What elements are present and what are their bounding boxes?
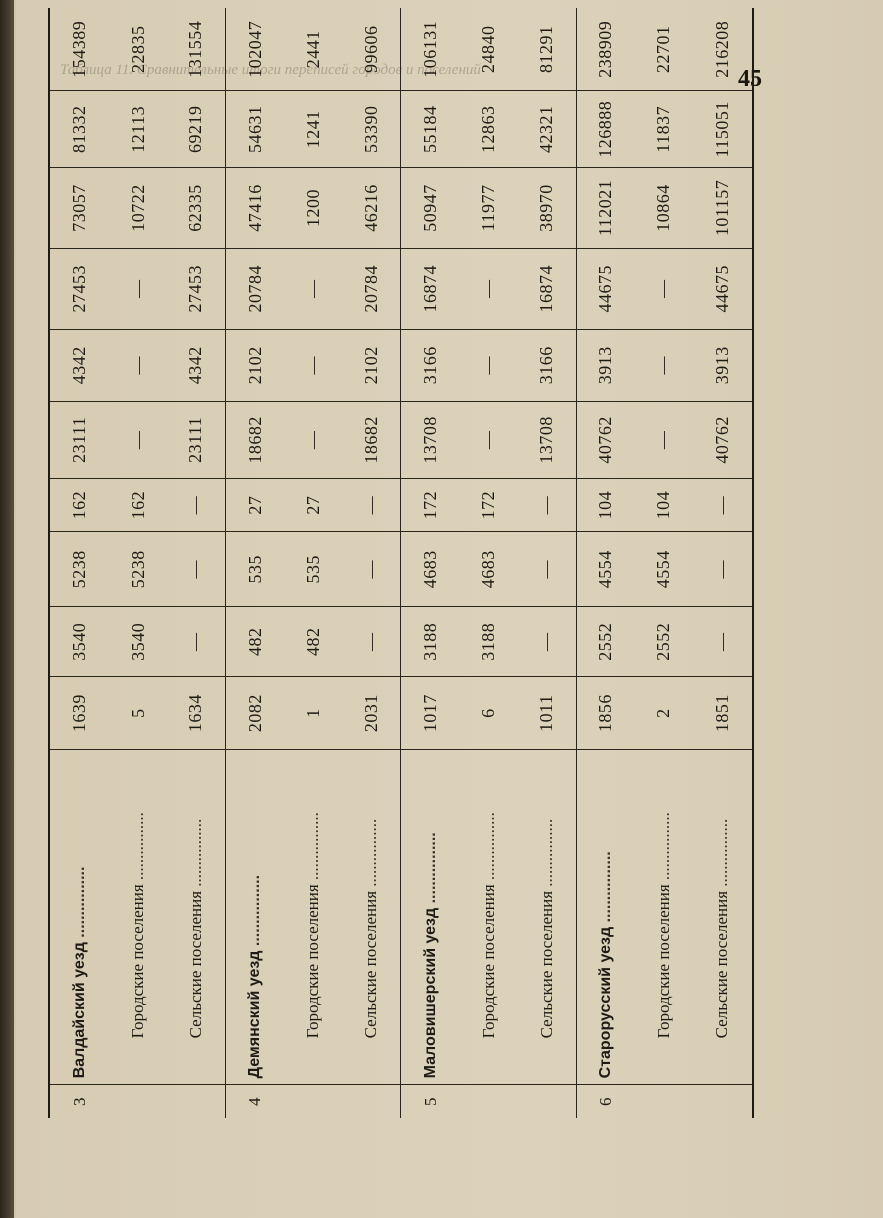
table-cell: 12113	[109, 91, 167, 168]
table-cell: 24840	[478, 25, 499, 73]
row-label-cell	[342, 749, 401, 1084]
table-cell: 99606	[342, 8, 401, 91]
table-cell: 3540	[109, 607, 167, 677]
table-cell: 1851	[693, 677, 753, 749]
row-label: Сельские поселения	[712, 890, 732, 1039]
table-cell: 102047	[244, 20, 265, 78]
leader-dots: ................	[596, 851, 614, 927]
row-number	[460, 1085, 518, 1118]
table-row-district	[49, 8, 109, 1118]
row-label: Демянский уезд	[246, 950, 264, 1079]
leader-dots: ................	[246, 874, 264, 951]
row-number	[342, 1085, 401, 1118]
table-cell: —	[109, 402, 167, 479]
table-body	[49, 8, 753, 1118]
table-cell: 2	[635, 677, 693, 749]
table-cell: 2082	[226, 677, 285, 749]
table-cell: 3188	[460, 607, 518, 677]
row-label: Сельские поселения	[185, 890, 205, 1039]
table-cell: 4683	[460, 532, 518, 607]
leader-dots: ................	[361, 818, 381, 891]
table-cell: —	[517, 607, 576, 677]
row-number	[109, 1085, 167, 1118]
leader-dots: ................	[653, 812, 673, 885]
table-row-settlement	[109, 8, 167, 1118]
row-number	[285, 1085, 343, 1118]
table-cell: 1017	[401, 677, 460, 749]
row-number	[167, 1085, 226, 1118]
table-cell: 27453	[167, 248, 226, 329]
table-cell: 38970	[517, 168, 576, 249]
table-cell: 11837	[635, 91, 693, 168]
table-cell: 3913	[576, 329, 635, 401]
table-cell: 13708	[517, 402, 576, 479]
table-cell: 2552	[635, 607, 693, 677]
table-cell: 11977	[460, 168, 518, 249]
table-cell: 50947	[401, 168, 460, 249]
table-cell: 162	[109, 478, 167, 532]
table-cell: 81332	[49, 91, 109, 168]
row-label: Городские поселения	[653, 884, 673, 1039]
table-cell: 4683	[401, 532, 460, 607]
table-cell: —	[342, 532, 401, 607]
table-cell: —	[167, 607, 226, 677]
table-cell: 2102	[226, 329, 285, 401]
row-label-cell	[460, 749, 518, 1084]
row-number	[635, 1085, 693, 1118]
table-cell: 2552	[576, 607, 635, 677]
table-cell: 40762	[693, 402, 753, 479]
table-cell: 4342	[167, 329, 226, 401]
table-cell: 1639	[49, 677, 109, 749]
table-row-district	[576, 8, 635, 1118]
table-cell: —	[460, 329, 518, 401]
table-cell: —	[342, 478, 401, 532]
table-cell: 73057	[49, 168, 109, 249]
table-cell: 106131	[420, 20, 441, 78]
row-label: Старорусский уезд	[596, 926, 614, 1079]
row-label-cell	[49, 749, 109, 1084]
leader-dots: ................	[478, 812, 498, 885]
table-cell: —	[460, 248, 518, 329]
row-label: Городские поселения	[128, 884, 147, 1039]
table-cell: 216208	[693, 8, 753, 91]
table-cell: 23111	[49, 402, 109, 479]
row-label: Маловишерский уезд	[421, 907, 439, 1079]
table-cell: 1634	[167, 677, 226, 749]
table-cell: 535	[226, 532, 285, 607]
table-cell: —	[517, 478, 576, 532]
leader-dots: ................	[536, 818, 556, 891]
table-cell: 3166	[401, 329, 460, 401]
table-cell: —	[460, 402, 518, 479]
row-label-cell	[285, 749, 343, 1084]
table-cell: —	[285, 248, 343, 329]
table-cell: 40762	[576, 402, 635, 479]
table-cell: 104	[576, 478, 635, 532]
table-cell: 1856	[576, 677, 635, 749]
table-row-settlement	[693, 8, 753, 1118]
table-cell: 12863	[460, 91, 518, 168]
leader-dots: ................	[421, 832, 439, 908]
page-number: 45	[738, 66, 762, 92]
table-cell: —	[693, 478, 753, 532]
table-cell: 81291	[517, 8, 576, 91]
table-cell: 6	[460, 677, 518, 749]
table-cell: 13708	[401, 402, 460, 479]
row-label-cell	[517, 749, 576, 1084]
leader-dots: ................	[70, 866, 88, 943]
table-row-settlement	[285, 8, 343, 1118]
table-cell: —	[635, 248, 693, 329]
table-cell: 4554	[635, 532, 693, 607]
table-cell: 482	[226, 607, 285, 677]
rotated-statistics-table-wrapper	[48, 8, 754, 1118]
table-cell: 46216	[342, 168, 401, 249]
row-label-cell	[167, 749, 226, 1084]
row-label-cell	[401, 749, 460, 1084]
row-number: 6	[576, 1085, 635, 1118]
table-cell: 27	[285, 478, 343, 532]
row-number: 4	[226, 1085, 285, 1118]
table-cell: 44675	[693, 248, 753, 329]
table-cell: 172	[460, 478, 518, 532]
table-cell: —	[693, 607, 753, 677]
table-cell: 23111	[167, 402, 226, 479]
table-cell: —	[109, 329, 167, 401]
row-label-cell	[226, 749, 285, 1084]
table-row-district	[401, 8, 460, 1118]
table-cell: 3166	[517, 329, 576, 401]
book-spine-shadow	[0, 0, 14, 1218]
table-cell: —	[635, 329, 693, 401]
table-cell: 101157	[693, 168, 753, 249]
leader-dots: ................	[303, 812, 323, 885]
table-cell: 238909	[595, 20, 616, 78]
table-cell: 47416	[226, 168, 285, 249]
table-cell: 62335	[167, 168, 226, 249]
row-number: 3	[49, 1085, 109, 1118]
table-cell: 131554	[167, 8, 226, 91]
table-cell: —	[342, 607, 401, 677]
table-cell: 1011	[517, 677, 576, 749]
table-row-settlement	[517, 8, 576, 1118]
table-cell: —	[517, 532, 576, 607]
table-cell: 10864	[635, 168, 693, 249]
row-label: Валдайский уезд	[70, 942, 88, 1079]
row-label-cell	[635, 749, 693, 1084]
table-cell: 154389	[49, 8, 109, 91]
row-number: 5	[401, 1085, 460, 1118]
table-cell: 22701	[653, 25, 674, 73]
table-cell: —	[693, 532, 753, 607]
table-cell: 44675	[576, 248, 635, 329]
table-row-settlement	[167, 8, 226, 1118]
table-cell: 22835	[127, 25, 148, 73]
table-cell: 55184	[401, 91, 460, 168]
row-label-cell	[693, 749, 753, 1084]
row-label: Городские поселения	[303, 884, 323, 1039]
table-cell: 2441	[302, 30, 323, 69]
table-cell: 112021	[576, 168, 635, 249]
table-cell: 3540	[49, 607, 109, 677]
table-cell: 18682	[226, 402, 285, 479]
table-cell: 18682	[342, 402, 401, 479]
row-number	[693, 1085, 753, 1118]
table-row-settlement	[460, 8, 518, 1118]
table-cell: 162	[49, 478, 109, 532]
table-cell: —	[109, 248, 167, 329]
table-cell: 2102	[342, 329, 401, 401]
table-cell: 5238	[49, 532, 109, 607]
table-cell: 27	[226, 478, 285, 532]
table-cell: 4342	[49, 329, 109, 401]
row-label-cell	[109, 749, 167, 1084]
table-cell: —	[285, 402, 343, 479]
table-cell: 42321	[517, 91, 576, 168]
table-cell: 1200	[285, 168, 343, 249]
leader-dots: ................	[128, 812, 147, 885]
table-cell: 535	[285, 532, 343, 607]
table-cell: 16874	[517, 248, 576, 329]
table-cell: —	[635, 402, 693, 479]
table-cell: 3188	[401, 607, 460, 677]
table-row-settlement	[342, 8, 401, 1118]
row-label: Городские поселения	[478, 884, 498, 1039]
table-row-settlement	[635, 8, 693, 1118]
leader-dots: ................	[185, 818, 205, 891]
table-cell: 69219	[167, 91, 226, 168]
table-cell: 172	[401, 478, 460, 532]
row-label-cell	[576, 749, 635, 1084]
table-cell: 16874	[401, 248, 460, 329]
table-cell: 2031	[342, 677, 401, 749]
table-cell: —	[285, 329, 343, 401]
table-cell: 27453	[49, 248, 109, 329]
table-cell: —	[167, 478, 226, 532]
table-cell: 104	[635, 478, 693, 532]
row-label: Сельские поселения	[361, 890, 381, 1039]
table-cell: 10722	[109, 168, 167, 249]
statistics-table	[48, 8, 754, 1118]
table-cell: 126888	[576, 91, 635, 168]
running-title-bleedthrough: Таблица 11. Сравнительные итоги переписей городов и поселений	[60, 62, 481, 78]
row-label: Сельские поселения	[536, 890, 556, 1039]
table-cell: —	[167, 532, 226, 607]
leader-dots: ................	[712, 818, 732, 891]
table-cell: 20784	[226, 248, 285, 329]
table-cell: 482	[285, 607, 343, 677]
row-number	[517, 1085, 576, 1118]
table-cell: 54631	[226, 91, 285, 168]
table-cell: 5	[109, 677, 167, 749]
table-cell: 3913	[693, 329, 753, 401]
table-cell: 1	[285, 677, 343, 749]
table-cell: 4554	[576, 532, 635, 607]
table-cell: 1241	[285, 91, 343, 168]
table-cell: 5238	[109, 532, 167, 607]
table-cell: 20784	[342, 248, 401, 329]
table-cell: 115051	[693, 91, 753, 168]
table-cell: 53390	[342, 91, 401, 168]
table-row-district	[226, 8, 285, 1118]
